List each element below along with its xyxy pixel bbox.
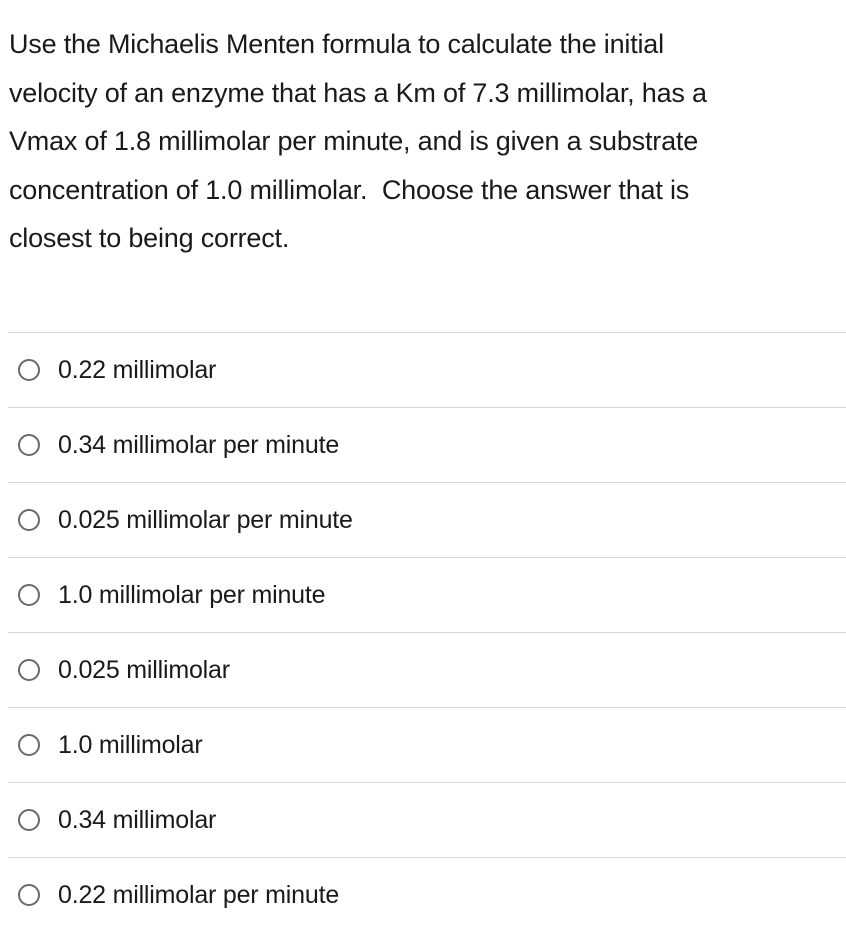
answer-option-4[interactable] [8, 557, 846, 632]
answer-option-label[interactable]: 0.025 millimolar per minute [58, 505, 353, 534]
answer-option-label[interactable]: 1.0 millimolar [58, 730, 203, 759]
radio-button-icon[interactable] [18, 734, 40, 756]
answer-option-label[interactable]: 0.34 millimolar per minute [58, 430, 340, 459]
answer-option-2[interactable] [8, 407, 846, 482]
question-line: Use the Michaelis Menten formula to calculate the initial [9, 29, 664, 59]
question-line: concentration of 1.0 millimolar. Choose the answer that is [9, 174, 690, 205]
question-line: velocity of an enzyme that has a Km of 7.3 millimolar, has a [9, 77, 707, 108]
radio-button-icon[interactable] [18, 434, 40, 456]
answer-options [8, 332, 846, 932]
answer-option-label[interactable]: 1.0 millimolar per minute [58, 580, 326, 609]
answer-option-label[interactable]: 0.22 millimolar per minute [58, 880, 340, 909]
answer-option-7[interactable] [8, 782, 846, 857]
radio-button-icon[interactable] [18, 359, 40, 381]
answer-option-3[interactable] [8, 482, 846, 557]
answer-option-8[interactable] [8, 857, 846, 932]
radio-button-icon[interactable] [18, 584, 40, 606]
answer-option-label[interactable]: 0.34 millimolar [58, 805, 217, 834]
radio-button-icon[interactable] [18, 809, 40, 831]
question-line: Vmax of 1.8 millimolar per minute, and is given a substrate [9, 126, 699, 156]
radio-button-icon[interactable] [18, 659, 40, 681]
radio-button-icon[interactable] [18, 509, 40, 531]
question-line: closest to being correct. [9, 223, 290, 253]
answer-option-5[interactable] [8, 632, 846, 707]
answer-option-label[interactable]: 0.025 millimolar [58, 655, 230, 684]
answer-option-6[interactable] [8, 707, 846, 782]
answer-option-1[interactable] [8, 332, 846, 407]
question-text [9, 20, 839, 263]
radio-button-icon[interactable] [18, 884, 40, 906]
answer-option-label[interactable]: 0.22 millimolar [58, 355, 217, 384]
